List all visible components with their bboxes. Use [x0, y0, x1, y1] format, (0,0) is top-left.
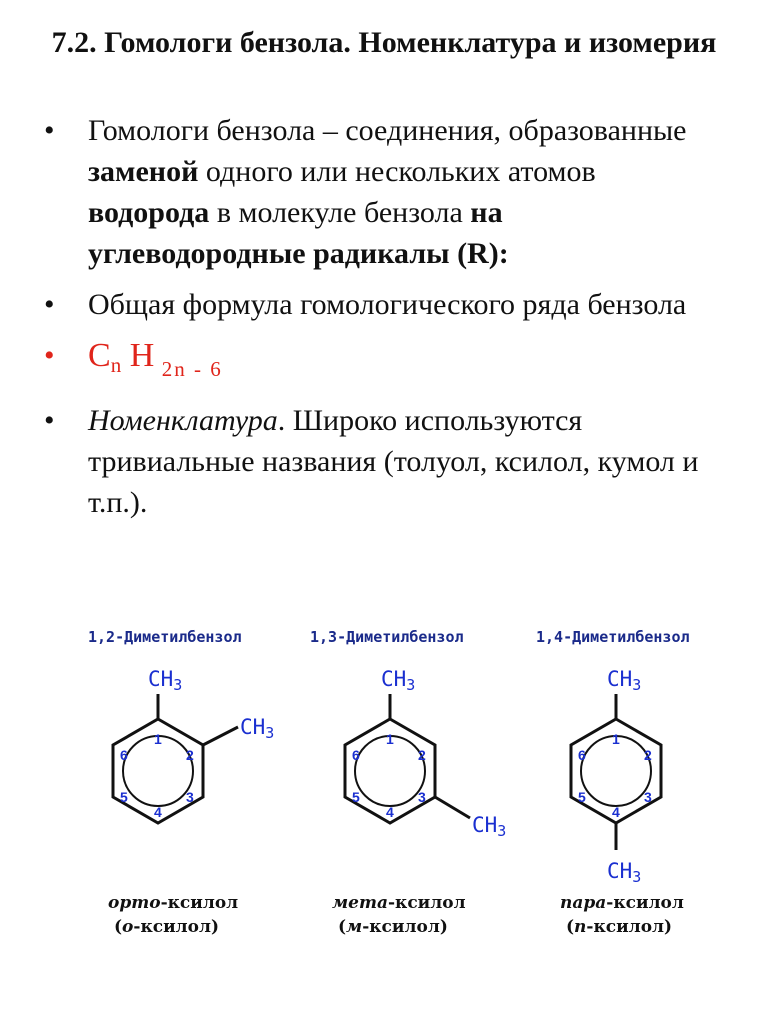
atom-number: 1 [386, 731, 394, 747]
atom-number: 6 [578, 747, 586, 763]
atom-number: 5 [352, 789, 360, 805]
methyl-group: CH3 [607, 859, 642, 886]
bullet-dot: • [44, 404, 55, 437]
formula-c: C [88, 337, 111, 374]
isomer-name: орто-ксилол [108, 893, 239, 913]
bullet-general-formula [40, 284, 720, 325]
bullet-nomenclature [40, 400, 720, 523]
formula-c-sub: n [110, 353, 122, 377]
bullet-formula [40, 335, 720, 390]
methyl-group: CH3 [472, 813, 507, 840]
nomenclature-italic: Номенклатура [88, 404, 278, 437]
atom-number: 3 [644, 789, 652, 805]
bullet-dot: • [44, 114, 55, 147]
molecule-para [536, 628, 690, 937]
atom-number: 3 [418, 789, 426, 805]
bond-line [435, 797, 470, 818]
atom-number: 6 [120, 747, 128, 763]
atom-number: 2 [418, 747, 426, 763]
atom-number: 6 [352, 747, 360, 763]
molecule-title: 1,3-Диметилбензол [310, 628, 464, 646]
isomer-name: пара-ксилол [560, 893, 684, 913]
isomer-short-name: (м-ксилол) [338, 917, 448, 937]
atom-number: 1 [612, 731, 620, 747]
definition-bold-3: на углеводородные радикалы (R): [88, 196, 509, 270]
bullet-list [40, 110, 720, 533]
atom-number: 2 [186, 747, 194, 763]
molecule-title: 1,2-Диметилбензол [88, 628, 242, 646]
formula-h-sub: 2n - 6 [161, 357, 223, 381]
atom-number: 4 [612, 804, 620, 820]
definition-text-2: одного или нескольких атомов [198, 155, 596, 188]
definition-bold-1: заменой [88, 155, 199, 188]
isomer-short-name: (о-ксилол) [114, 917, 220, 937]
molecule-meta [310, 628, 506, 937]
methyl-group: CH3 [148, 667, 183, 694]
slide-title: 7.2. Гомологи бензола. Номенклатура и изомерия [51, 26, 717, 59]
atom-number: 4 [154, 804, 162, 820]
definition-text-1: Гомологи бензола – соединения, образованные [88, 114, 687, 147]
atom-number: 5 [120, 789, 128, 805]
methyl-group: CH3 [240, 715, 275, 742]
methyl-group: CH3 [607, 667, 642, 694]
atom-number: 3 [186, 789, 194, 805]
bullet-dot: • [44, 288, 55, 321]
nomenclature-text: . Широко используются тривиальные названия (толуол, ксилол, кумол и т.п.). [88, 404, 699, 519]
xylene-isomers-figure [0, 610, 768, 950]
molecule-title: 1,4-Диметилбензол [536, 628, 690, 646]
bond-line [203, 727, 238, 745]
isomer-short-name: (п-ксилол) [566, 917, 673, 937]
formula-h: H [121, 337, 155, 374]
atom-number: 1 [154, 731, 162, 747]
atom-number: 5 [578, 789, 586, 805]
definition-text-3: в молекуле бензола [209, 196, 471, 229]
isomer-name: мета-ксилол [332, 893, 466, 913]
bullet-definition [40, 110, 720, 274]
methyl-group: CH3 [381, 667, 416, 694]
atom-number: 2 [644, 747, 652, 763]
definition-bold-2: водорода [88, 196, 210, 229]
molecule-ortho [88, 628, 274, 937]
atom-number: 4 [386, 804, 394, 820]
bullet-dot: • [44, 339, 55, 372]
general-formula-text: Общая формула гомологического ряда бензола [88, 288, 687, 321]
